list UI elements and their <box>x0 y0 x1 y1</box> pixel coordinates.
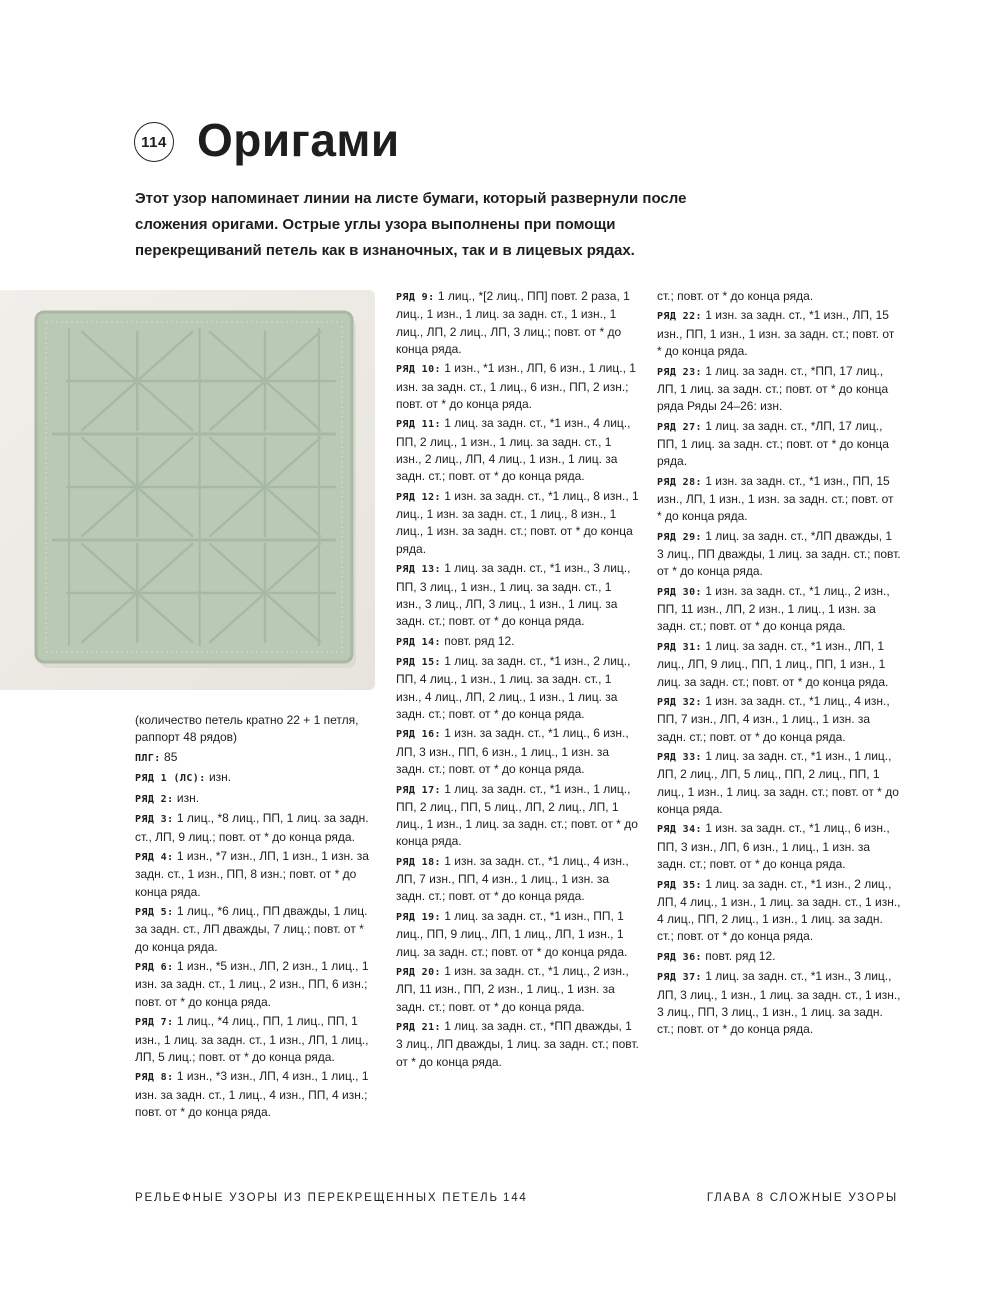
row-label: РЯД 20: <box>396 967 441 979</box>
row-text: 1 изн. за задн. ст., *1 лиц., 2 изн., ПП, 11 изн., ЛП, 2 изн., 1 лиц., 1 изн. за задн. ст.; повт. от * до конца ряда. <box>657 583 890 634</box>
row-label: РЯД 14: <box>396 636 441 648</box>
pattern-number: 114 <box>141 133 167 151</box>
row-label: РЯД 19: <box>396 911 441 923</box>
row-text: 1 изн. за задн. ст., *1 изн., ПП, 15 изн., ЛП, 1 изн., 1 изн. за задн. ст.; повт. от * до конца ряда. <box>657 473 894 524</box>
row-text: 1 лиц. за задн. ст., *1 изн., ПП, 1 лиц., ПП, 9 лиц., ЛП, 1 лиц., ЛП, 1 изн., 1 лиц. за задн. ст.; повт. от * до конца ряда. <box>396 908 628 959</box>
instruction-row <box>396 560 640 630</box>
row-label: РЯД 10: <box>396 364 441 376</box>
row-label: РЯД 27: <box>657 421 702 433</box>
row-label: РЯД 7: <box>135 1017 174 1029</box>
row-text: 1 лиц. за задн. ст., *ПП, 17 лиц., ЛП, 1 лиц. за задн. ст.; повт. от * до конца ряда Ряды 24–26: изн. <box>657 363 889 414</box>
instruction-row <box>657 473 901 526</box>
instruction-row <box>657 418 901 471</box>
instruction-row <box>135 1068 371 1121</box>
column-1 <box>135 712 371 1123</box>
rows-list-1 <box>135 749 371 1121</box>
row-text: 1 лиц., *[2 лиц., ПП] повт. 2 раза, 1 лиц., 1 изн., 1 лиц. за задн. ст., 1 изн., 1 лиц., ЛП, 2 лиц., ЛП, 3 лиц.; повт. от * до конца ряда. <box>396 289 630 356</box>
continued-text: ст.; повт. от * до конца ряда. <box>657 289 814 303</box>
row-label: РЯД 29: <box>657 531 702 543</box>
row-text: 1 лиц., *4 лиц., ПП, 1 лиц., ПП, 1 изн., 1 лиц. за задн. ст., 1 изн., ЛП, 1 лиц., ЛП, 5 лиц.; повт. от * до конца ряда. <box>135 1014 369 1064</box>
row-label: РЯД 30: <box>657 586 702 598</box>
row-label: РЯД 37: <box>657 972 702 984</box>
row-text: 1 лиц. за задн. ст., *ЛП, 17 лиц., ПП, 1 лиц. за задн. ст.; повт. от * до конца ряда. <box>657 418 889 469</box>
instruction-row <box>396 488 640 558</box>
row-text: 1 лиц. за задн. ст., *1 изн., 2 лиц., ПП, 4 лиц., 1 изн., 1 лиц. за задн. ст., 1 изн., 4 лиц., ЛП, 2 лиц., 1 изн., 1 лиц. за задн. ст.; повт. от * до конца ряда. <box>396 654 631 721</box>
instruction-row <box>396 360 640 413</box>
rows-list-3 <box>657 307 901 1038</box>
instruction-row <box>135 1013 371 1066</box>
row-text: 1 лиц. за задн. ст., *1 изн., 2 лиц., ЛП, 4 лиц., 1 изн., 1 лиц. за задн. ст., 1 изн., 4 лиц., ПП, 2 лиц., 1 изн., 1 лиц. за задн. ст.; повт. от * до конца ряда. <box>657 876 901 944</box>
instruction-row <box>396 853 640 906</box>
motif-center <box>134 590 140 596</box>
instruction-row <box>396 288 640 358</box>
row-text: 1 лиц. за задн. ст., *ЛП дважды, 1 3 лиц., ПП дважды, 1 лиц. за задн. ст.; повт. от * до конца ряда. <box>657 528 901 579</box>
row-text: 1 изн. за задн. ст., *1 лиц., 8 изн., 1 лиц., 1 изн. за задн. ст., 1 лиц., 8 изн., 1 лиц., 1 изн. за задн. ст.; повт. от * до конца ряда. <box>396 488 639 556</box>
row-label: РЯД 17: <box>396 784 441 796</box>
row-label: РЯД 23: <box>657 366 702 378</box>
row-text: 1 изн., *3 изн., ЛП, 4 изн., 1 лиц., 1 изн. за задн. ст., 1 лиц., 4 изн., ПП, 4 изн.; повт. от * до конца ряда. <box>135 1069 369 1119</box>
instruction-row <box>657 307 901 360</box>
row-label: РЯД 34: <box>657 824 702 836</box>
instruction-row <box>657 876 901 946</box>
instruction-row <box>135 790 371 808</box>
row-text: 1 лиц., *8 лиц., ПП, 1 лиц. за задн. ст., ЛП, 9 лиц.; повт. от * до конца ряда. <box>135 811 369 844</box>
row-label: РЯД 6: <box>135 962 174 974</box>
column-2 <box>396 288 640 1073</box>
instruction-row <box>396 963 640 1016</box>
motif-center <box>262 484 268 490</box>
row-text: изн. <box>205 770 232 785</box>
row-label: РЯД 9: <box>396 292 435 303</box>
row-label: РЯД 35: <box>657 879 702 891</box>
row-text: 1 изн. за задн. ст., *1 лиц., 4 изн., ЛП, 7 изн., ПП, 4 изн., 1 лиц., 1 изн. за задн. ст.; повт. от * до конца ряда. <box>396 853 629 904</box>
row-text: 1 лиц. за задн. ст., *1 изн., 1 лиц., ЛП, 2 лиц., ЛП, 5 лиц., ПП, 2 лиц., ПП, 1 лиц., 1 изн., 1 лиц. за задн. ст.; повт. от * до конца ряда. <box>657 749 899 816</box>
row-text: 1 лиц. за задн. ст., *ПП дважды, 1 3 лиц., ЛП дважды, 1 лиц. за задн. ст.; повт. от * до конца ряда. <box>396 1019 639 1069</box>
row-text: 1 изн. за задн. ст., *1 лиц., 6 изн., ЛП, 3 изн., ПП, 6 изн., 1 лиц., 1 изн. за задн. ст.; повт. от * до конца ряда. <box>396 726 629 777</box>
row-label: РЯД 36: <box>657 951 702 963</box>
instruction-row <box>657 363 901 416</box>
row-label: РЯД 1 (ЛС): <box>135 773 206 785</box>
stitch-note: (количество петель кратно 22 + 1 петля, раппорт 48 рядов) <box>135 713 359 745</box>
row-text: повт. ряд 12. <box>701 948 776 963</box>
row-text: 1 лиц. за задн. ст., *1 изн., 3 лиц., ЛП, 3 лиц., 1 изн., 1 лиц. за задн. ст., 1 изн., 3 лиц., ПП, 3 лиц., 1 изн., 1 лиц. за задн. ст.; повт. от * до конца ряда. <box>657 969 901 1037</box>
row-label: РЯД 4: <box>135 852 174 864</box>
rows-list-2 <box>396 288 640 1071</box>
motif-center <box>134 378 140 384</box>
instruction-row <box>657 948 901 966</box>
footer-section-title: РЕЛЬЕФНЫЕ УЗОРЫ ИЗ ПЕРЕКРЕЩЕННЫХ ПЕТЕЛЬ <box>135 1192 499 1204</box>
instruction-row <box>657 968 901 1038</box>
instruction-row <box>396 1018 640 1071</box>
row-text: 1 изн. за задн. ст., *1 лиц., 6 изн., ПП, 3 изн., ЛП, 6 изн., 1 лиц., 1 изн. за задн. ст.; повт. от * до конца ряда. <box>657 821 890 872</box>
pattern-number-badge <box>134 122 174 162</box>
motif-center <box>134 484 140 490</box>
row-text: 85 <box>160 749 178 764</box>
row-text: изн. <box>173 790 200 805</box>
instruction-row <box>657 748 901 818</box>
row-text: 1 изн. за задн. ст., *1 лиц., 4 изн., ПП, 7 изн., ЛП, 4 изн., 1 лиц., 1 изн. за задн. ст.; повт. от * до конца ряда. <box>657 694 890 744</box>
instruction-row <box>657 583 901 636</box>
intro-paragraph: Этот узор напоминает линии на листе бумаги, который развернули после сложения оригами. Острые углы узора выполнены при помощи перекрещиваний петель как в изнаночных, так и в лицевых рядах. <box>135 190 687 259</box>
row-label: РЯД 16: <box>396 729 441 741</box>
row-text: повт. ряд 12. <box>440 633 515 648</box>
instruction-row <box>657 693 901 746</box>
row-label: РЯД 12: <box>396 491 441 503</box>
row-label: РЯД 21: <box>396 1022 441 1034</box>
row-text: 1 изн., *5 изн., ЛП, 2 изн., 1 лиц., 1 изн. за задн. ст., 1 лиц., 2 изн., ПП, 6 изн.; повт. от * до конца ряда. <box>135 959 369 1009</box>
instruction-row <box>135 958 371 1011</box>
motif-center <box>262 590 268 596</box>
instruction-row <box>135 903 371 956</box>
row-text: 1 изн. за задн. ст., *1 лиц., 2 изн., ЛП, 11 изн., ПП, 2 изн., 1 лиц., 1 изн. за задн. ст.; повт. от * до конца ряда. <box>396 964 629 1014</box>
row-label: РЯД 32: <box>657 697 702 709</box>
row-text: 1 изн., *7 изн., ЛП, 1 изн., 1 изн. за задн. ст., 1 изн., ПП, 8 изн.; повт. от * до конца ряда. <box>135 849 369 899</box>
row-text: 1 лиц. за задн. ст., *1 изн., 4 лиц., ПП, 2 лиц., 1 изн., 1 лиц. за задн. ст., 1 изн., 2 лиц., ЛП, 4 лиц., 1 изн., 1 лиц. за задн. ст.; повт. от * до конца ряда. <box>396 416 631 484</box>
row-label: РЯД 31: <box>657 641 702 653</box>
instruction-row <box>657 820 901 873</box>
page-title: Оригами <box>197 114 400 166</box>
footer-page-number: 144 <box>503 1192 528 1204</box>
instruction-row <box>657 528 901 581</box>
instruction-row <box>396 781 640 851</box>
instruction-row <box>135 810 371 846</box>
row-label: РЯД 3: <box>135 814 174 826</box>
row-text: 1 лиц. за задн. ст., *1 изн., 1 лиц., ПП, 2 лиц., ПП, 5 лиц., ЛП, 2 лиц., ЛП, 1 лиц., 1 изн., 1 лиц. за задн. ст.; повт. от * до конца ряда. <box>396 781 638 849</box>
swatch-photo <box>0 290 375 690</box>
row-label: РЯД 28: <box>657 476 702 488</box>
instruction-row <box>396 633 640 651</box>
row-text: 1 лиц., *6 лиц., ПП дважды, 1 лиц. за задн. ст., ЛП дважды, 7 лиц.; повт. от * до конца ряда. <box>135 904 368 954</box>
instruction-row <box>657 638 901 691</box>
knitted-swatch-image <box>0 290 375 690</box>
row-text: 1 изн., *1 изн., ЛП, 6 изн., 1 лиц., 1 изн. за задн. ст., 1 лиц., 6 изн., ПП, 2 изн.; повт. от * до конца ряда. <box>396 361 636 411</box>
instruction-row <box>396 908 640 961</box>
row-label: РЯД 5: <box>135 907 174 919</box>
row-label: РЯД 13: <box>396 564 441 576</box>
row-label: РЯД 22: <box>657 311 702 323</box>
row-text: 1 лиц. за задн. ст., *1 изн., ЛП, 1 лиц., ЛП, 9 лиц., ПП, 1 лиц., ПП, 1 изн., 1 лиц. за задн. ст.; повт. от * до конца ряда. <box>657 638 889 689</box>
row-label: РЯД 2: <box>135 793 174 805</box>
row-label: РЯД 11: <box>396 419 441 431</box>
instruction-row <box>396 415 640 485</box>
instruction-row <box>396 653 640 723</box>
row-label: РЯД 18: <box>396 856 441 868</box>
row-label: ПЛГ: <box>135 752 161 764</box>
instruction-row <box>135 848 371 901</box>
row-text: 1 изн. за задн. ст., *1 изн., ЛП, 15 изн., ПП, 1 изн., 1 изн. за задн. ст.; повт. от * до конца ряда. <box>657 308 895 359</box>
footer-chapter-title: ГЛАВА 8 СЛОЖНЫЕ УЗОРЫ <box>706 1192 898 1204</box>
instruction-row <box>135 749 371 767</box>
motif-center <box>262 378 268 384</box>
row-label: РЯД 15: <box>396 657 441 669</box>
row-label: РЯД 8: <box>135 1072 174 1084</box>
column-3 <box>657 288 901 1041</box>
instruction-row <box>396 725 640 778</box>
row-label: РЯД 33: <box>657 752 702 764</box>
instruction-row <box>135 769 371 787</box>
row-text: 1 лиц. за задн. ст., *1 изн., 3 лиц., ПП, 3 лиц., 1 изн., 1 лиц. за задн. ст., 1 изн., 3 лиц., ЛП, 3 лиц., 1 изн., 1 лиц. за задн. ст.; повт. от * до конца ряда. <box>396 561 631 629</box>
